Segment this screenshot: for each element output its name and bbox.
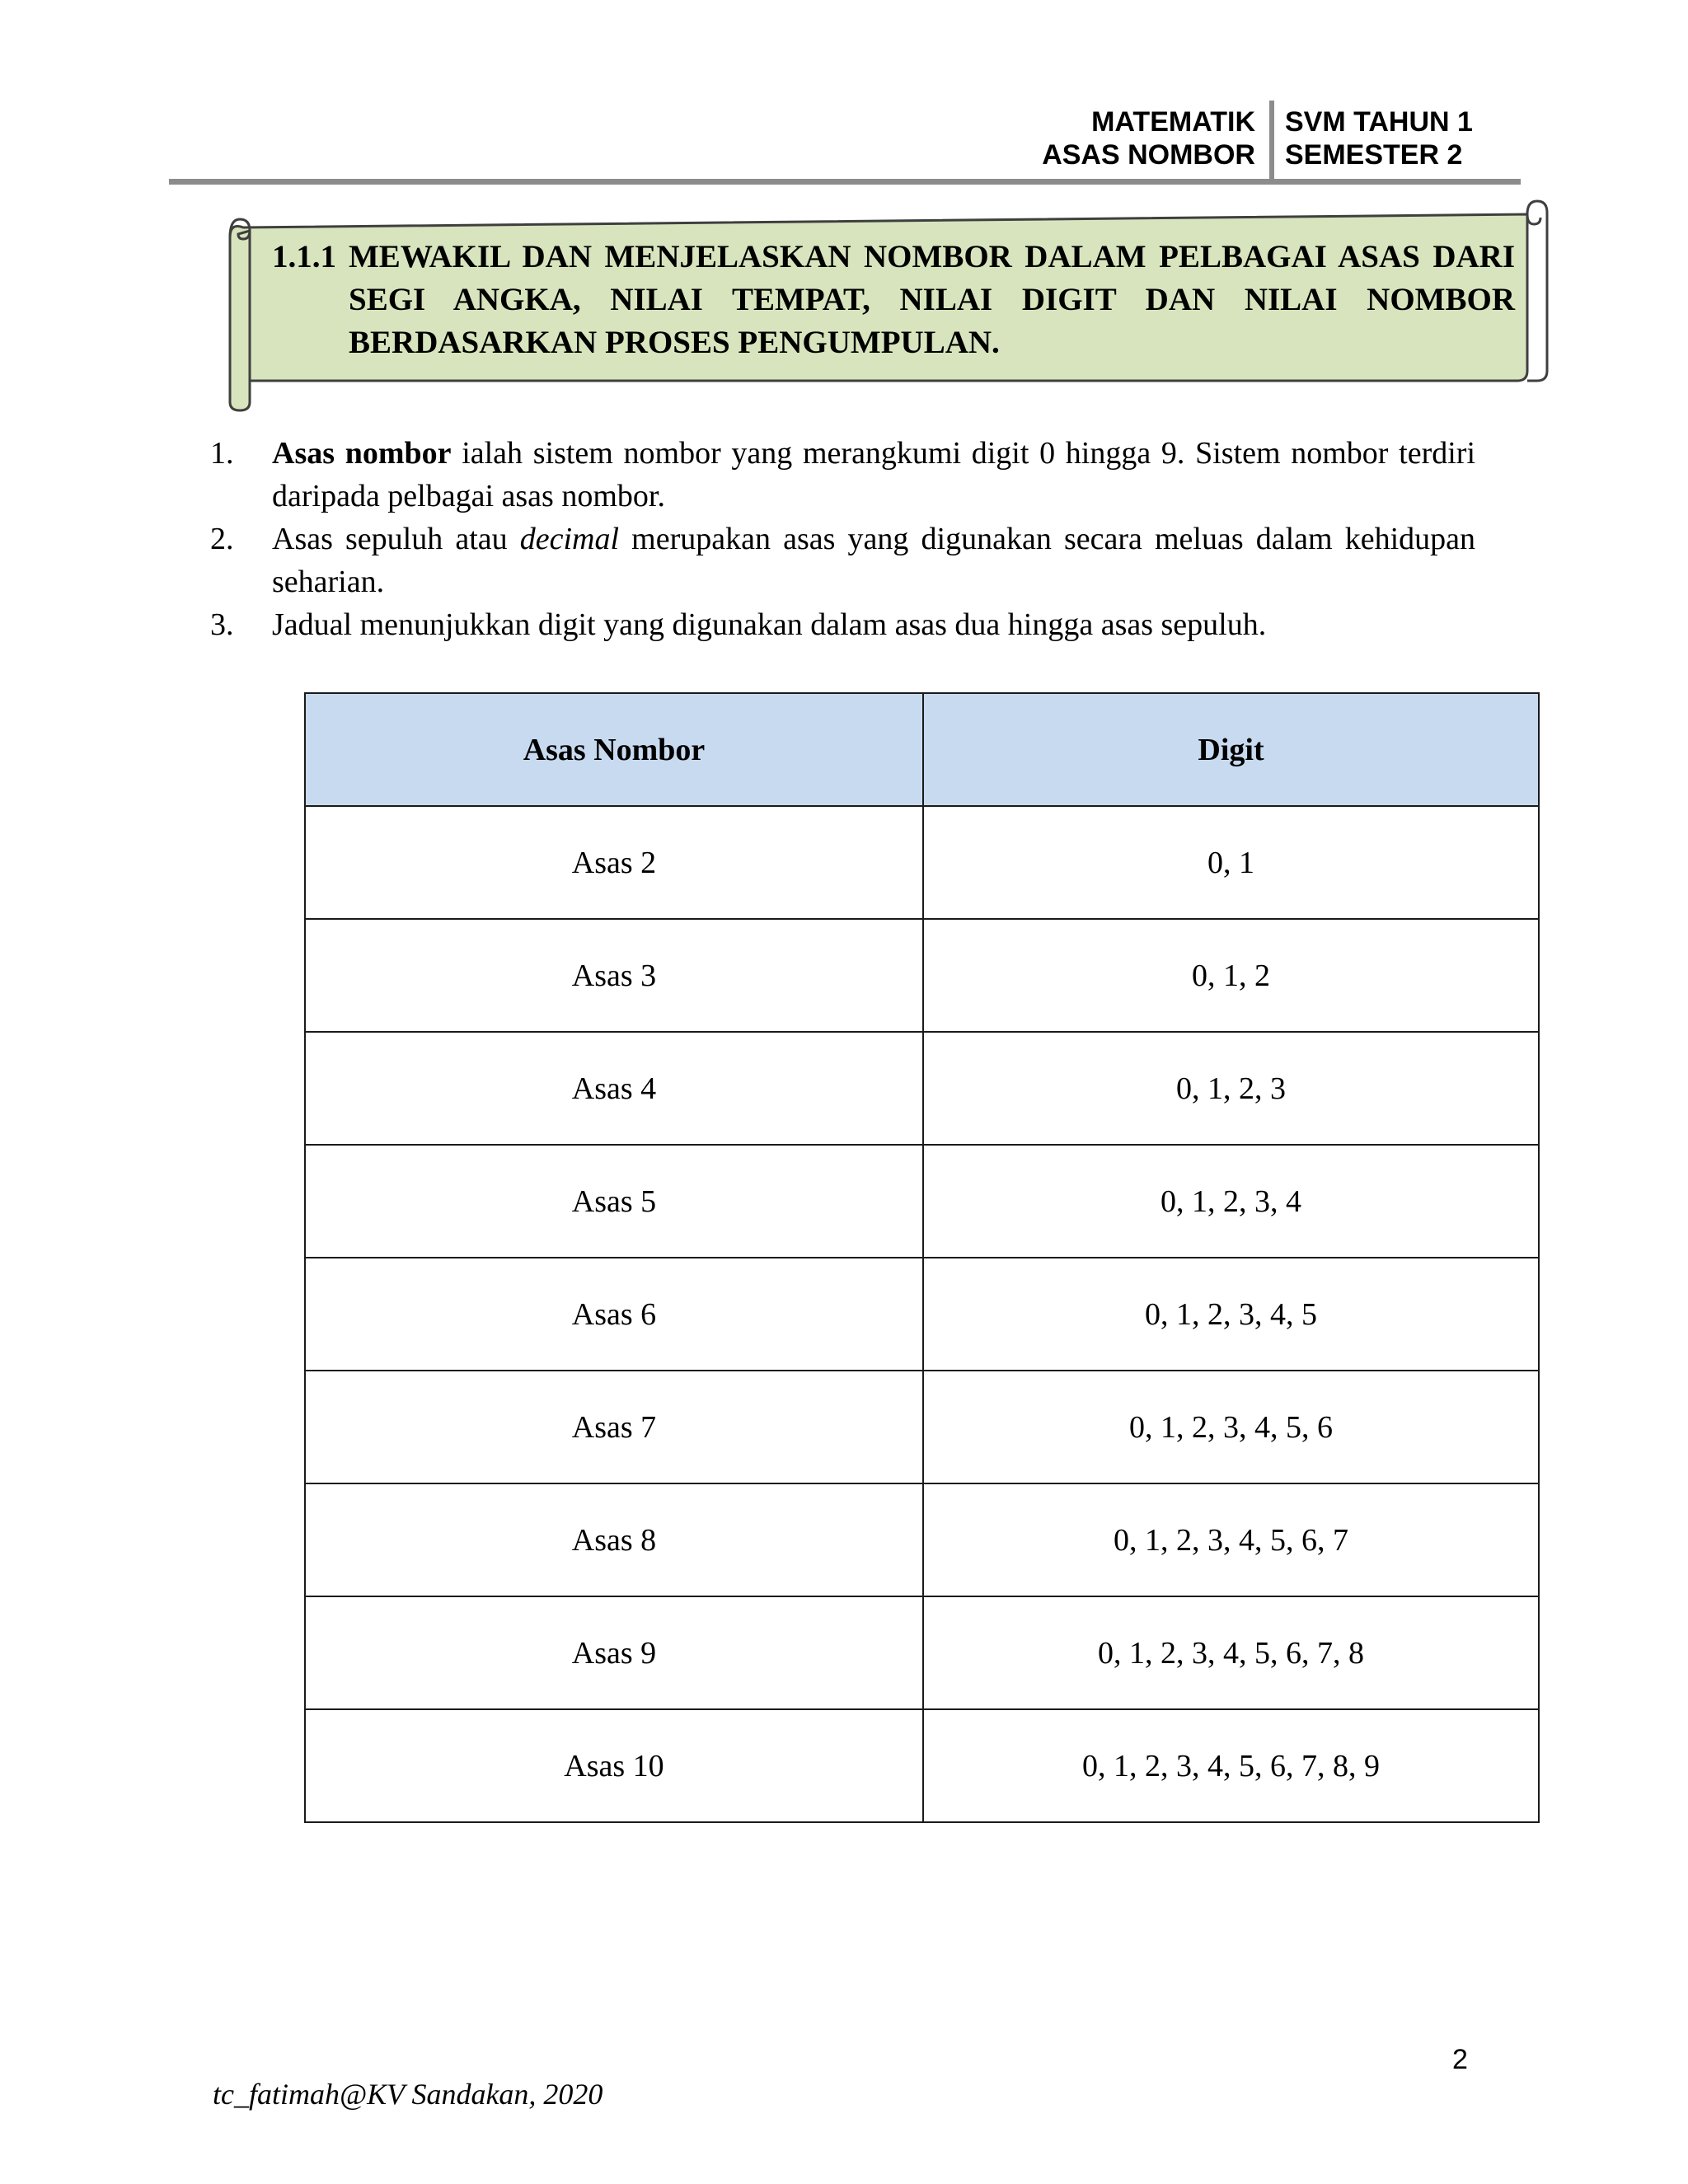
header-rule [169, 179, 1521, 185]
cell-digits: 0, 1 [923, 806, 1539, 919]
cell-base: Asas 6 [305, 1258, 923, 1371]
cell-base: Asas 9 [305, 1596, 923, 1709]
list-item [210, 432, 1475, 518]
list-item-number: 1. [210, 436, 234, 471]
cell-base: Asas 3 [305, 919, 923, 1032]
cell-base: Asas 10 [305, 1709, 923, 1822]
table-row [305, 1596, 1539, 1709]
table-row [305, 1483, 1539, 1596]
cell-digits: 0, 1, 2, 3, 4, 5 [923, 1258, 1539, 1371]
section-title: MEWAKIL DAN MENJELASKAN NOMBOR DALAM PELBAGAI ASAS DARI SEGI ANGKA, NILAI TEMPAT, NILAI DIGIT DAN NILAI NOMBOR BERDASARKAN PROSES PENGUMPULAN. [349, 239, 1515, 360]
table-row [305, 1709, 1539, 1822]
cell-base: Asas 8 [305, 1483, 923, 1596]
table-row [305, 919, 1539, 1032]
list-item-text: Jadual menunjukkan digit yang digunakan dalam asas dua hingga asas sepuluh. [272, 607, 1267, 642]
list-item [210, 518, 1475, 603]
list-item-body-pre: Asas sepuluh atau [272, 522, 520, 556]
base-digit-table [304, 692, 1540, 1823]
list-item-body-post: merupakan asas yang digunakan secara meluas dalam kehidupan seharian. [272, 522, 1475, 599]
header-topic: ASAS NOMBOR [1042, 139, 1255, 171]
header-subject: MATEMATIK [1091, 106, 1255, 138]
column-header-digit: Digit [923, 693, 1539, 806]
cell-base: Asas 7 [305, 1371, 923, 1483]
list-item-number: 2. [210, 522, 234, 556]
cell-base: Asas 2 [305, 806, 923, 919]
list-item-body: ialah sistem nombor yang merangkumi digit 0 hingga 9. Sistem nombor terdiri daripada pelbagai asas nombor. [272, 436, 1475, 513]
table-row [305, 1371, 1539, 1483]
header-semester: SEMESTER 2 [1285, 139, 1463, 171]
cell-digits: 0, 1, 2, 3, 4, 5, 6 [923, 1371, 1539, 1483]
header-left [1042, 105, 1255, 171]
table-row [305, 1145, 1539, 1258]
cell-digits: 0, 1, 2, 3, 4 [923, 1145, 1539, 1258]
cell-digits: 0, 1, 2 [923, 919, 1539, 1032]
header-programme: SVM TAHUN 1 [1285, 106, 1473, 138]
table-row [305, 1032, 1539, 1145]
header-right [1285, 105, 1473, 171]
list-item-number: 3. [210, 607, 234, 642]
table-row [305, 806, 1539, 919]
cell-base: Asas 5 [305, 1145, 923, 1258]
page-number: 2 [1452, 2044, 1468, 2075]
header-separator [1269, 101, 1274, 181]
cell-digits: 0, 1, 2, 3 [923, 1032, 1539, 1145]
cell-base: Asas 4 [305, 1032, 923, 1145]
term-italic: decimal [519, 522, 620, 556]
term-bold: Asas nombor [272, 436, 452, 471]
list-item-text [272, 518, 1475, 603]
column-header-base: Asas Nombor [305, 693, 923, 806]
cell-digits: 0, 1, 2, 3, 4, 5, 6, 7, 8 [923, 1596, 1539, 1709]
list-item-text [272, 432, 1475, 518]
cell-digits: 0, 1, 2, 3, 4, 5, 6, 7 [923, 1483, 1539, 1596]
section-number: 1.1.1 [272, 239, 336, 274]
section-heading [272, 236, 1515, 364]
table-row [305, 1258, 1539, 1371]
list-item [210, 603, 1475, 646]
footer-credit: tc_fatimah@KV Sandakan, 2020 [213, 2078, 603, 2111]
table-header-row [305, 693, 1539, 806]
cell-digits: 0, 1, 2, 3, 4, 5, 6, 7, 8, 9 [923, 1709, 1539, 1822]
